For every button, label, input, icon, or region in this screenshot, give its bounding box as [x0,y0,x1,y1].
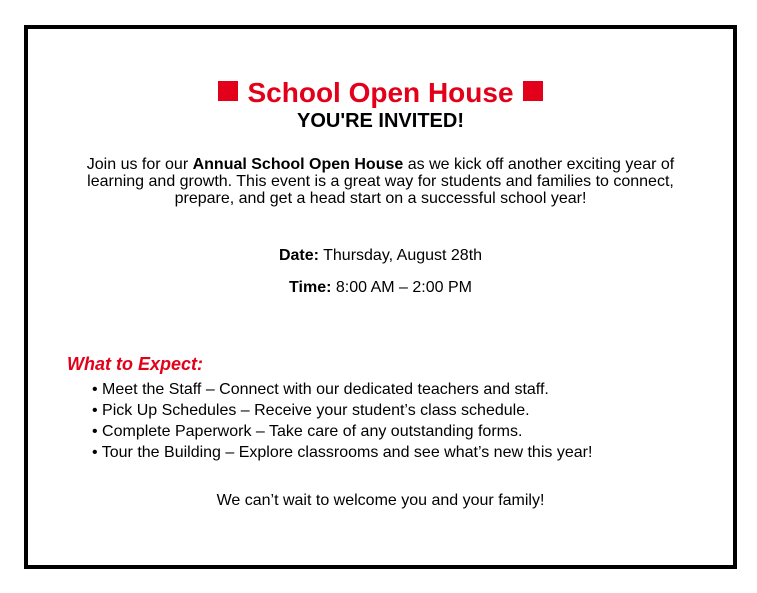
expect-heading: What to Expect: [67,354,204,374]
page-title: School Open House [247,77,514,108]
intro-event-name: Annual School Open House [192,156,404,173]
title-row [28,77,733,109]
expect-list [92,379,592,463]
intro-paragraph [68,156,693,207]
intro-text-end: as we kick off another exciting year of learning and growth. This event is a great way for students and families to connect, prepare, and get a head start on a successful school year! [87,156,675,207]
time-line [28,278,733,298]
red-square-icon [523,81,543,101]
date-line [28,246,733,266]
red-square-icon [218,81,238,101]
list-item: • Complete Paperwork – Take care of any outstanding forms. [92,423,523,440]
time-label: Time: [289,279,332,296]
date-label: Date: [278,247,319,264]
intro-text-start: Join us for our [86,156,193,173]
list-item: • Pick Up Schedules – Receive your student’s class schedule. [92,402,530,419]
flyer-frame [24,25,737,569]
date-value: Thursday, August 28th [318,247,483,264]
closing-line: We can’t wait to welcome you and your family! [216,492,545,509]
list-item: • Meet the Staff – Connect with our dedicated teachers and staff. [92,381,549,398]
time-value: 8:00 AM – 2:00 PM [331,279,472,296]
invitation-subtitle: YOU'RE INVITED! [297,110,464,132]
list-item: • Tour the Building – Explore classrooms and see what’s new this year! [92,444,593,461]
